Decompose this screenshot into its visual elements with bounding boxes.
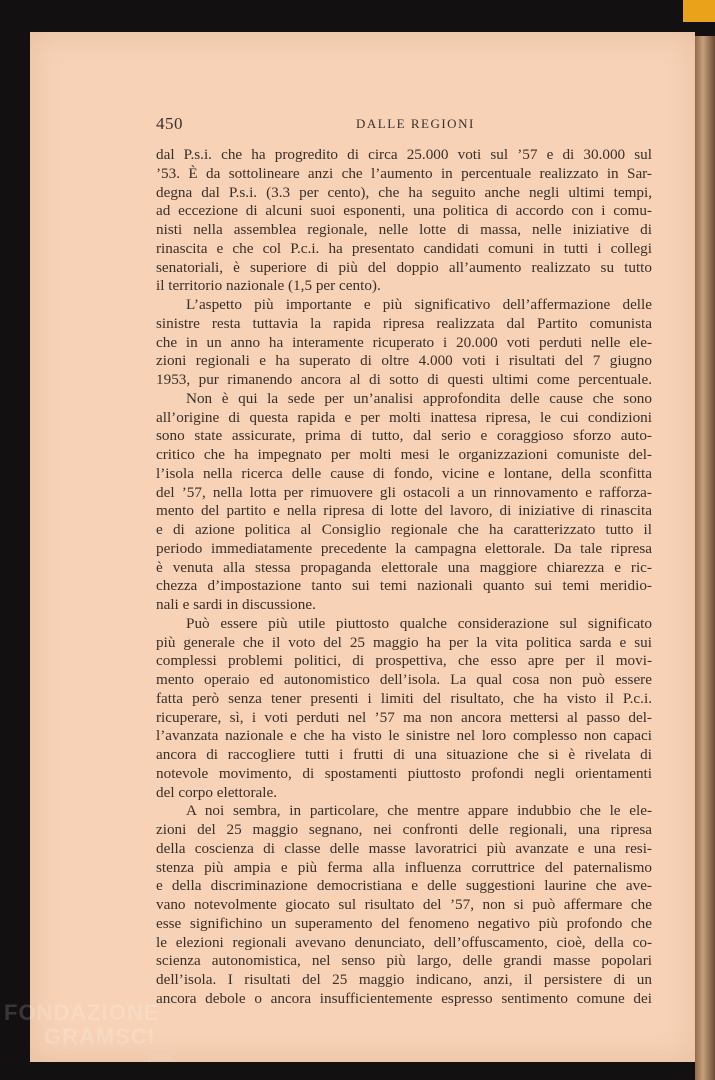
text-line: dell’isola. I risultati del 25 maggio indicano, anzi, il persistere di un	[156, 971, 652, 988]
text-line: le elezioni regionali avevano denunciato, dell’offuscamento, cioè, della co-	[156, 933, 652, 951]
watermark-line-3: onlus	[148, 1053, 172, 1064]
text-line: l’avanzata nazionale e che ha visto le sinistre nel loro complesso non capaci	[156, 727, 652, 745]
text-line: nisti nella assemblea regionale, nelle lotte di massa, nelle iniziative di	[156, 221, 652, 238]
text-line: esse significhino un superamento del fenomeno negativo più profondo che	[156, 914, 652, 932]
text-line: rinascita e che col P.c.i. ha presentato candidati comuni in tutti i collegi	[156, 239, 652, 257]
text-line: mento del partito e nella ripresa di lotte del lavoro, di iniziative di rinascita	[156, 502, 652, 520]
text-line: all’origine di questa rapida e per molti inattesa ripresa, le cui condizioni	[156, 408, 652, 426]
text-line: zioni regionali e ha superato di oltre 4.000 voti i risultati del 7 giugno	[156, 352, 652, 370]
text-line: 1953, pur rimanendo ancora al di sotto di questi ultimi come percentuale.	[156, 371, 652, 388]
text-line: e di azione politica al Consiglio regionale che ha caratterizzato tutto il	[156, 521, 652, 538]
text-line: il territorio nazionale (1,5 per cento).	[156, 277, 381, 295]
text-line: zioni del 25 maggio segnano, nei confronti delle regionali, una ripresa	[156, 821, 652, 838]
page-number: 450	[156, 114, 183, 133]
text-line: mento operaio ed autonomistico dell’isola. La qual cosa non può essere	[156, 671, 652, 688]
text-line: A noi sembra, in particolare, che mentre appare indubbio che le ele-	[186, 802, 652, 820]
foundation-watermark	[4, 1000, 204, 1076]
text-line: notevole movimento, di spostamenti piuttosto profondi negli orientamenti	[156, 764, 652, 782]
text-line: della coscienza di classe delle masse lavoratrici più avanzate e una resi-	[156, 839, 652, 857]
text-line: Può essere più utile piuttosto qualche considerazione sul significato	[186, 614, 652, 632]
text-line: vano notevolmente giocato sul risultato del ’57, non si può affermare che	[156, 896, 652, 913]
text-line: scienza autonomistica, nel senso più largo, delle grandi masse popolari	[156, 952, 652, 970]
book-spine	[695, 36, 715, 1080]
text-line: ad eccezione di alcuni suoi esponenti, una politica di accordo con i comu-	[156, 202, 652, 220]
page-header	[156, 114, 650, 136]
text-line: degna dal P.s.i. (3.3 per cento), che ha seguito anche negli ultimi tempi,	[156, 183, 652, 201]
text-line: chezza d’impostazione tanto sui temi nazionali quanto sui temi meridio-	[156, 577, 652, 595]
text-line: è venuta alla stessa propaganda elettorale una maggiore chiarezza e ric-	[156, 558, 652, 576]
text-line: complessi problemi politici, di prospettiva, che esso apre per il movi-	[156, 652, 652, 670]
text-line: l’isola nella ricerca delle cause di fondo, vicine e lontane, della sconfitta	[156, 464, 652, 482]
text-line: dal P.s.i. che ha progredito di circa 25.000 voti sul ’57 e di 30.000 sul	[156, 146, 652, 163]
text-line: sono state assicurate, prima di tutto, dal serio e coraggioso sforzo auto-	[156, 427, 652, 445]
text-line: sinistre resta tuttavia la rapida ripresa realizzata dal Partito comunista	[156, 314, 652, 332]
text-line: critico che ha impegnato per molti mesi le organizzazioni comuniste del-	[156, 446, 652, 463]
text-line: ancora di raccogliere tutti i frutti di una situazione che si è rivelata di	[156, 746, 652, 763]
text-line: stenza più ampia e più ferma alla influenza corruttrice del paternalismo	[156, 858, 652, 876]
running-title: DALLE REGIONI	[356, 116, 475, 131]
body-text	[156, 146, 652, 1009]
text-line: ancora debole o ancora insufficientemente espresso sentimento comune dei	[156, 989, 652, 1007]
text-line: nali e sardi in discussione.	[156, 596, 316, 613]
text-line: del corpo elettorale.	[156, 783, 278, 801]
watermark-line-1: FONDAZIONE	[4, 1000, 160, 1025]
text-line: fatta però senza tener presenti i limiti del risultato, che ha visto il P.c.i.	[156, 689, 652, 707]
watermark-line-2: GRAMSCI	[44, 1024, 155, 1049]
text-line: più generale che il voto del 25 maggio ha per la vita politica sarda e sui	[156, 633, 652, 651]
text-line: del ’57, nella lotta per rimuovere gli ostacoli a un rinnovamento e rafforza-	[156, 483, 652, 501]
text-line: ’53. È da sottolineare anzi che l’aumento in percentuale realizzato in Sar-	[156, 164, 652, 182]
text-line: Non è qui la sede per un’analisi approfondita delle cause che sono	[186, 389, 652, 407]
text-line: L’aspetto più importante e più significativo dell’affermazione delle	[186, 296, 652, 313]
text-line: periodo immediatamente precedente la campagna elettorale. Da tale ripresa	[156, 539, 652, 557]
corner-tab	[683, 0, 715, 22]
text-line: ricuperare, sì, i voti perduti nel ’57 ma non ancora mettersi al passo del-	[156, 708, 652, 726]
text-line: e della discriminazione democristiana e delle suggestioni laurine che ave-	[156, 877, 652, 895]
text-line: senatoriali, è superiore di più del doppio all’aumento realizzato su tutto	[156, 258, 652, 276]
text-line: che in un anno ha interamente ricuperato i 20.000 voti perduti nelle ele-	[156, 333, 652, 351]
